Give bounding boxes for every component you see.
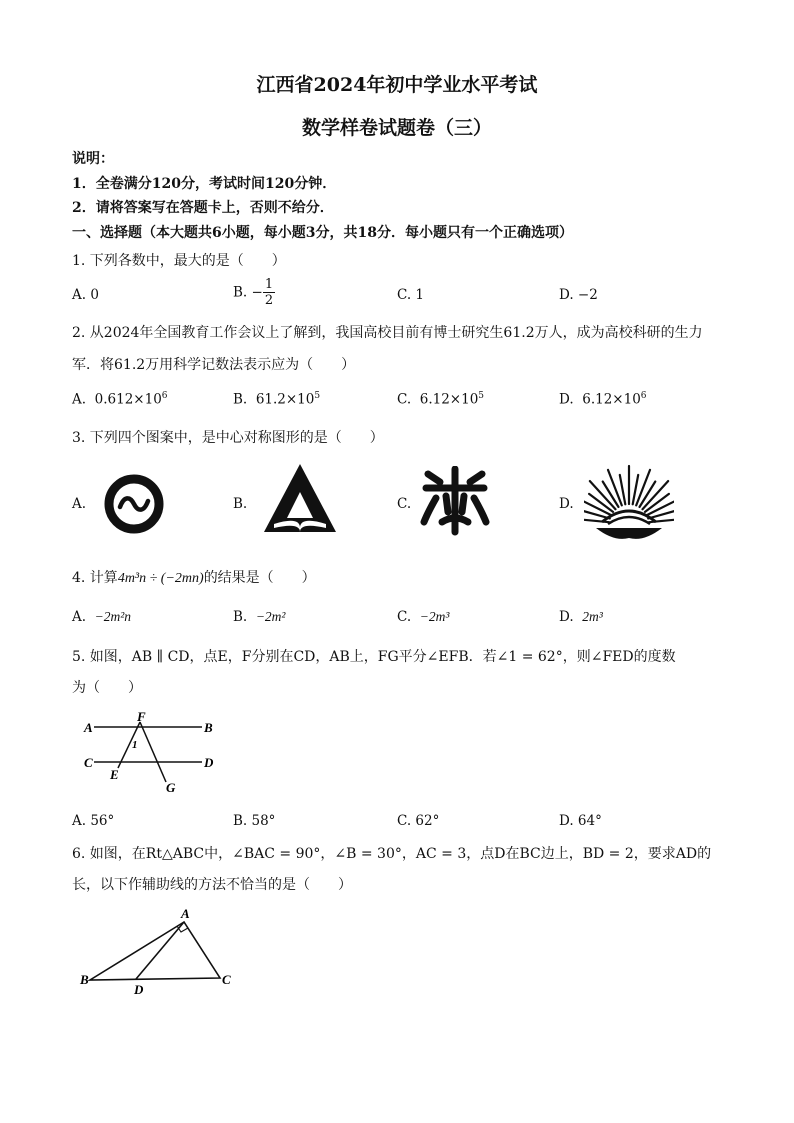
pattern-c-figure [418,466,492,538]
question-4-stem: 4. 计算4m³n ÷ (−2mn)的结果是（ ） [72,570,316,586]
triangle-abc [90,922,220,980]
q6-figure [78,904,238,1000]
label-e: E [110,767,119,782]
q5-figure [80,708,230,800]
q4-option-d: D. 2m³ [559,609,603,625]
instructions-heading: 说明： [72,151,114,167]
q3-option-b-label: B. [233,496,248,512]
segment-ad [136,922,184,979]
pattern-d-figure [584,460,674,544]
q3-option-a-label: A. [72,496,87,512]
label-d: D [204,755,214,770]
page-title: 江西省2024年初中学业水平考试 [256,74,538,96]
q5-option-b: B. 58° [233,813,276,829]
section-heading: 一、选择题（本大题共6小题，每小题3分，共18分．每小题只有一个正确选项） [72,225,573,241]
q5-option-d: D. 64° [559,813,602,829]
question-2-stem: 军．将61.2万用科学记数法表示应为（ ） [72,357,356,373]
q4-option-c: C. −2m³ [397,609,450,625]
label-a: A [84,720,93,735]
label-angle-1: 1 [132,739,138,751]
label-d: D [134,982,144,997]
label-f: F [137,709,146,724]
question-6-stem: 6. 如图，在Rt△ABC中，∠BAC = 90°，∠B = 30°，AC = 3，点D在BC边上，BD = 2，要求AD的 [72,846,712,862]
q3-option-c-label: C. [397,496,412,512]
q1-option-a: A. 0 [72,287,99,303]
label-a: A [181,906,190,921]
question-5-stem: 为（ ） [72,680,142,696]
label-c: C [84,755,93,770]
pattern-b-figure [260,462,340,536]
question-3-stem: 3. 下列四个图案中，是中心对称图形的是（ ） [72,430,384,446]
q4-option-b: B. −2m² [233,609,286,625]
q1-option-d: D. −2 [559,287,598,303]
q2-option-d: D. $6.12\times 10^6$ [559,391,647,408]
q3-option-d-label: D. [559,496,574,512]
question-5-stem: 5. 如图，AB ∥ CD，点E，F分别在CD，AB上，FG平分∠EFB．若∠1 = 62°，则∠FED的度数 [72,649,676,665]
q1-option-b: B. − $\frac{1}{2}$ [233,277,274,308]
label-c: C [222,972,231,987]
label-b: B [80,972,89,987]
label-b: B [204,720,213,735]
instruction-item: 2．请将答案写在答题卡上，否则不给分． [72,200,334,216]
q2-option-a: A. $0.612\times 10^6$ [72,391,168,408]
q1-option-c: C. 1 [397,287,425,303]
q5-option-c: C. 62° [397,813,440,829]
page-subtitle: 数学样卷试题卷（三） [301,117,492,139]
question-6-stem: 长，以下作辅助线的方法不恰当的是（ ） [72,877,352,893]
q2-option-b: B. $61.2\times 10^5$ [233,391,321,408]
q4-option-a: A. −2m²n [72,609,132,625]
q5-option-a: A. 56° [72,813,115,829]
question-2-stem: 2. 从2024年全国教育工作会议上了解到，我国高校目前有博士研究生61.2万人，成为高校科研的生力 [72,325,703,341]
instruction-item: 1．全卷满分120分，考试时间120分钟． [72,176,337,192]
line-fg [140,722,166,782]
question-1-stem: 1. 下列各数中，最大的是（ ） [72,253,286,269]
pattern-a-figure [100,470,168,538]
label-g: G [166,780,176,795]
q2-option-c: C. $6.12\times 10^5$ [397,391,485,408]
